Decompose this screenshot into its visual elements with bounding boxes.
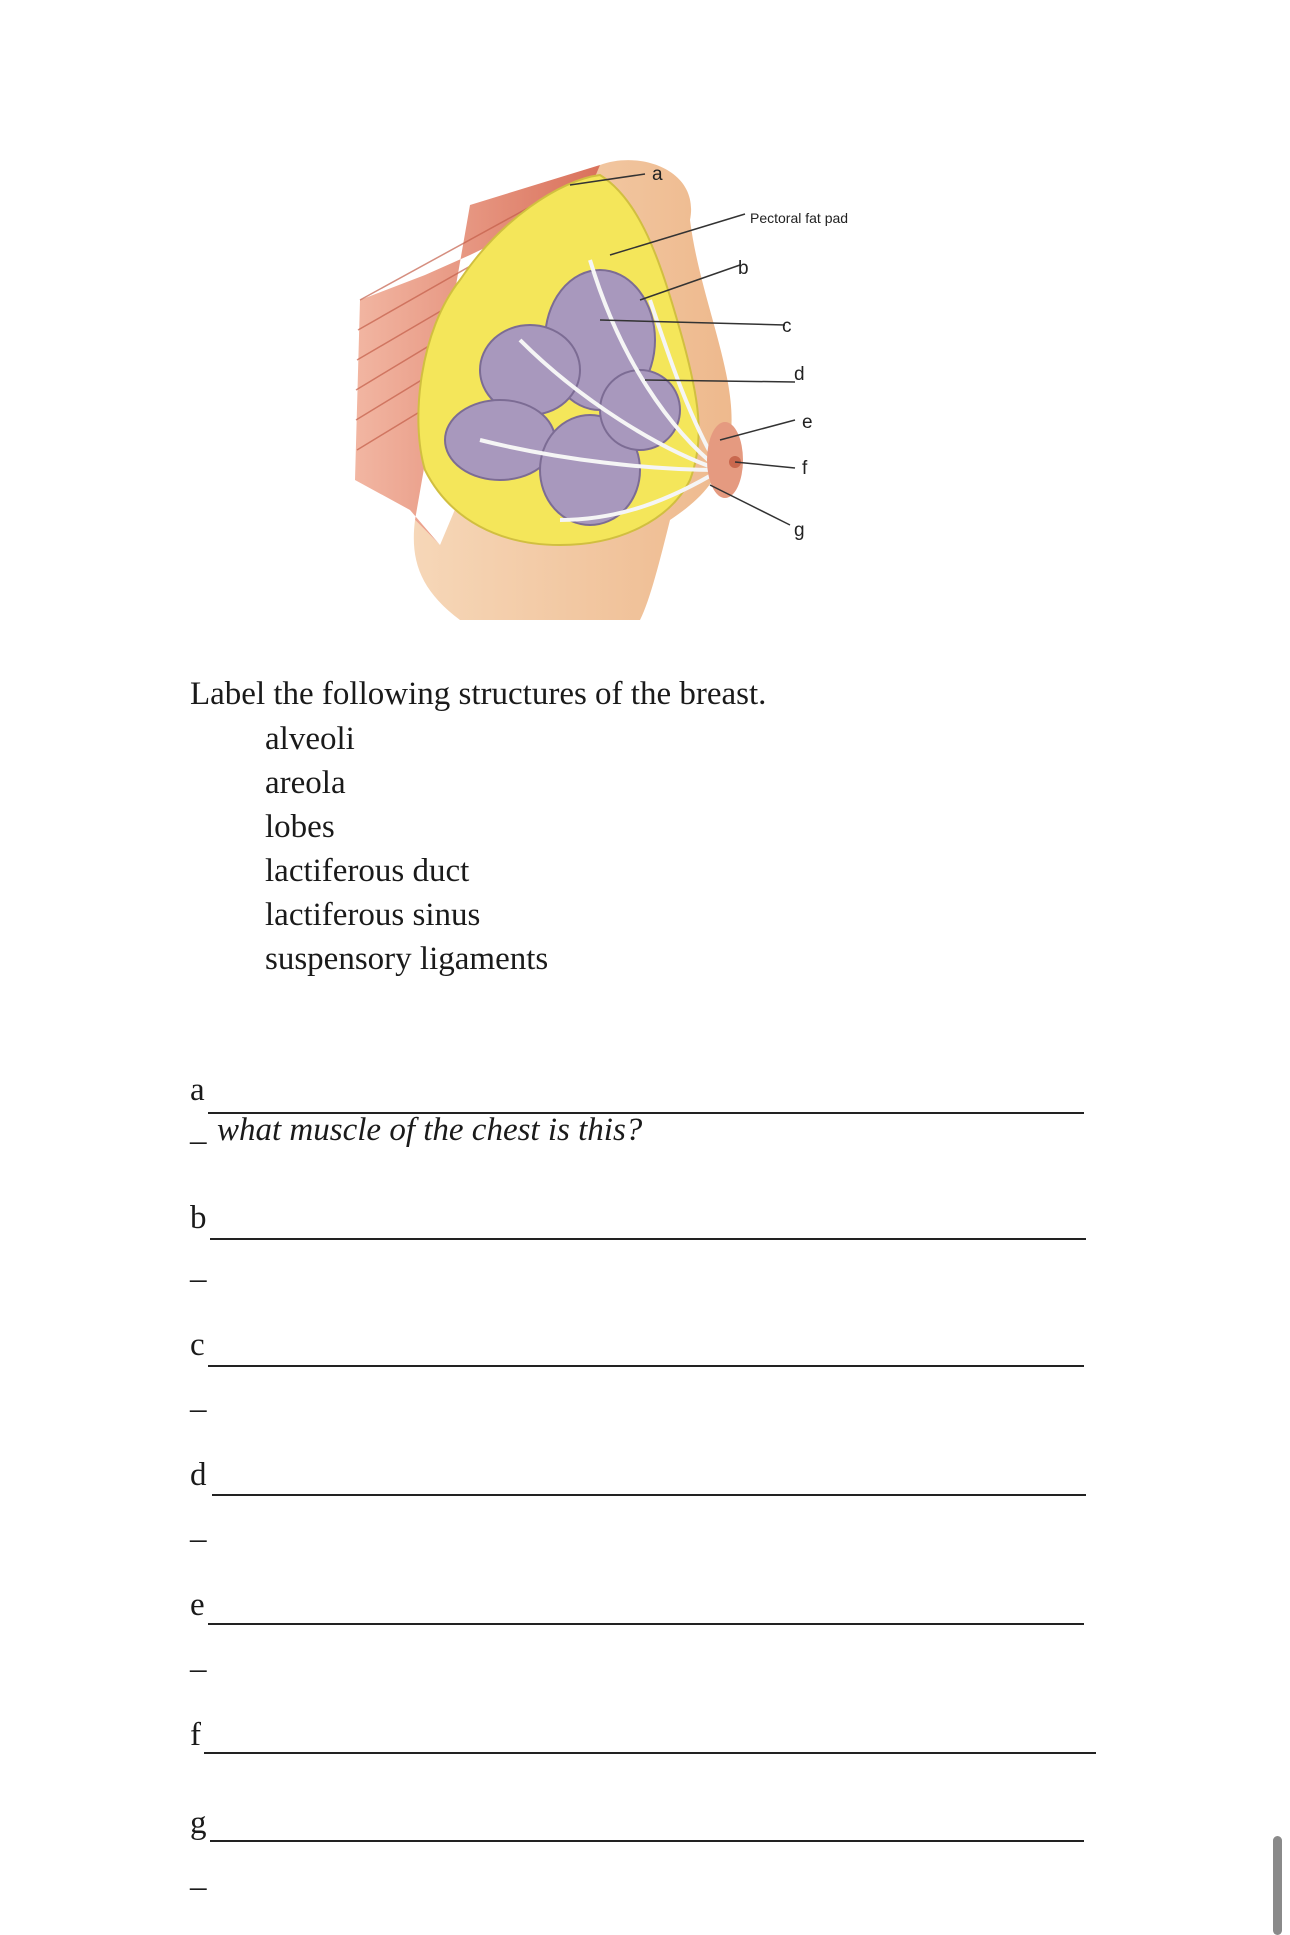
label-f: f [802, 458, 808, 479]
answer-line-c[interactable] [208, 1365, 1084, 1367]
label-b: b [738, 258, 749, 279]
answer-dash-g: _ [190, 1858, 207, 1894]
scrollbar-thumb[interactable] [1273, 1836, 1282, 1935]
answer-dash-d: _ [190, 1510, 207, 1546]
answer-dash-e: _ [190, 1640, 207, 1676]
term-suspensory-ligaments: suspensory ligaments [265, 941, 549, 977]
answer-line-g[interactable] [210, 1840, 1084, 1842]
answer-line-d[interactable] [212, 1494, 1086, 1496]
term-alveoli: alveoli [265, 721, 355, 757]
answer-letter-c: c [190, 1327, 205, 1363]
answer-letter-e: e [190, 1587, 205, 1623]
answer-letter-f: f [190, 1717, 201, 1753]
answer-letter-b: b [190, 1200, 207, 1236]
answer-dash-c: _ [190, 1380, 207, 1416]
label-pectoral-fat-pad: Pectoral fat pad [750, 210, 849, 226]
term-lobes: lobes [265, 809, 335, 845]
question-a: what muscle of the chest is this? [217, 1112, 643, 1148]
answer-dash-b: _ [190, 1250, 207, 1286]
label-g: g [794, 520, 805, 541]
term-lactiferous-duct: lactiferous duct [265, 853, 470, 889]
label-e: e [802, 412, 813, 433]
answer-letter-d: d [190, 1457, 207, 1493]
term-areola: areola [265, 765, 346, 801]
answer-letter-a: a [190, 1072, 205, 1108]
answer-line-e[interactable] [208, 1623, 1084, 1625]
answer-letter-g: g [190, 1805, 207, 1841]
label-d: d [794, 364, 805, 385]
label-c: c [782, 316, 792, 337]
answer-dash-a: _ [190, 1112, 207, 1148]
term-lactiferous-sinus: lactiferous sinus [265, 897, 481, 933]
label-a: a [652, 164, 663, 185]
instructions-heading: Label the following structures of the breast. [190, 676, 767, 712]
breast-anatomy-diagram [0, 0, 1290, 640]
answer-line-f[interactable] [204, 1752, 1096, 1754]
answer-line-b[interactable] [210, 1238, 1086, 1240]
